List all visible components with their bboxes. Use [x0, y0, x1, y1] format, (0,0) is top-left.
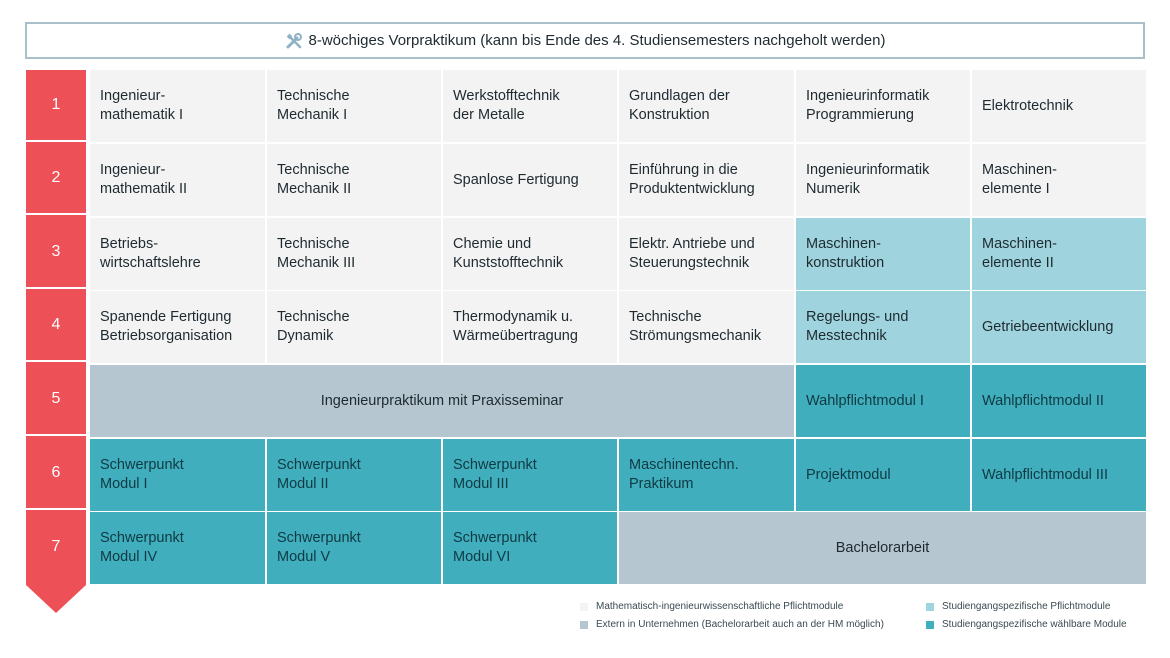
module-cell: Werkstofftechnik der Metalle [443, 70, 617, 142]
module-cell: Regelungs- und Messtechnik [796, 291, 970, 363]
module-cell: Elektr. Antriebe und Steuerungstechnik [619, 218, 794, 290]
module-cell: Ingenieurinformatik Numerik [796, 144, 970, 216]
module-cell: Maschinentechn. Praktikum [619, 439, 794, 511]
module-cell: Grundlagen der Konstruktion [619, 70, 794, 142]
module-cell: Schwerpunkt Modul V [267, 512, 441, 584]
module-cell: Schwerpunkt Modul III [443, 439, 617, 511]
module-cell: Maschinen- konstruktion [796, 218, 970, 290]
module-cell: Projektmodul [796, 439, 970, 511]
banner-text: 8-wöchiges Vorpraktikum (kann bis Ende des 4. Studiensemesters nachgeholt werden) [308, 32, 886, 49]
module-cell: Einführung in die Produktentwicklung [619, 144, 794, 216]
module-cell: Technische Strömungsmechanik [619, 291, 794, 363]
module-cell: Technische Dynamik [267, 291, 441, 363]
module-cell: Spanlose Fertigung [443, 144, 617, 216]
legend-item-spec [926, 601, 1110, 612]
legend-label: Mathematisch-ingenieurwissenschaftliche Pflichtmodule [596, 601, 844, 612]
module-cell: Wahlpflichtmodul I [796, 365, 970, 437]
semester-1: 1 [26, 70, 86, 142]
legend-swatch [926, 621, 934, 629]
semester-3: 3 [26, 217, 86, 289]
module-cell: Chemie und Kunststofftechnik [443, 218, 617, 290]
module-cell: Schwerpunkt Modul IV [90, 512, 265, 584]
internship-banner [25, 22, 1145, 59]
module-cell: Schwerpunkt Modul VI [443, 512, 617, 584]
module-cell: Technische Mechanik III [267, 218, 441, 290]
module-cell: Schwerpunkt Modul II [267, 439, 441, 511]
module-cell: Getriebeentwicklung [972, 291, 1146, 363]
legend-swatch [580, 603, 588, 611]
tools-icon [285, 32, 303, 50]
module-cell: Ingenieur- mathematik II [90, 144, 265, 216]
legend-item-ext [580, 619, 884, 630]
semester-7: 7 [51, 538, 61, 555]
module-cell: Technische Mechanik I [267, 70, 441, 142]
module-cell: Ingenieurinformatik Programmierung [796, 70, 970, 142]
semester-4: 4 [26, 290, 86, 362]
legend-label: Extern in Unternehmen (Bachelorarbeit auch an der HM möglich) [596, 619, 884, 630]
module-cell: Wahlpflichtmodul II [972, 365, 1146, 437]
module-cell: Bachelorarbeit [619, 512, 1146, 584]
semester-6: 6 [26, 438, 86, 510]
module-cell: Wahlpflichtmodul III [972, 439, 1146, 511]
module-cell: Spanende Fertigung Betriebsorganisation [90, 291, 265, 363]
legend-label: Studiengangspezifische wählbare Module [942, 619, 1127, 630]
module-cell: Maschinen- elemente I [972, 144, 1146, 216]
legend-item-math [580, 601, 843, 612]
module-cell: Maschinen- elemente II [972, 218, 1146, 290]
module-cell: Ingenieur- mathematik I [90, 70, 265, 142]
legend-label: Studiengangspezifische Pflichtmodule [942, 601, 1111, 612]
module-cell: Ingenieurpraktikum mit Praxisseminar [90, 365, 794, 437]
module-cell: Betriebs- wirtschaftslehre [90, 218, 265, 290]
legend-swatch [580, 621, 588, 629]
module-cell: Thermodynamik u. Wärmeübertragung [443, 291, 617, 363]
semester-5: 5 [26, 364, 86, 436]
module-cell: Technische Mechanik II [267, 144, 441, 216]
semester-2: 2 [26, 143, 86, 215]
legend-swatch [926, 603, 934, 611]
module-cell: Elektrotechnik [972, 70, 1146, 142]
legend-item-elective [926, 619, 1127, 630]
module-cell: Schwerpunkt Modul I [90, 439, 265, 511]
